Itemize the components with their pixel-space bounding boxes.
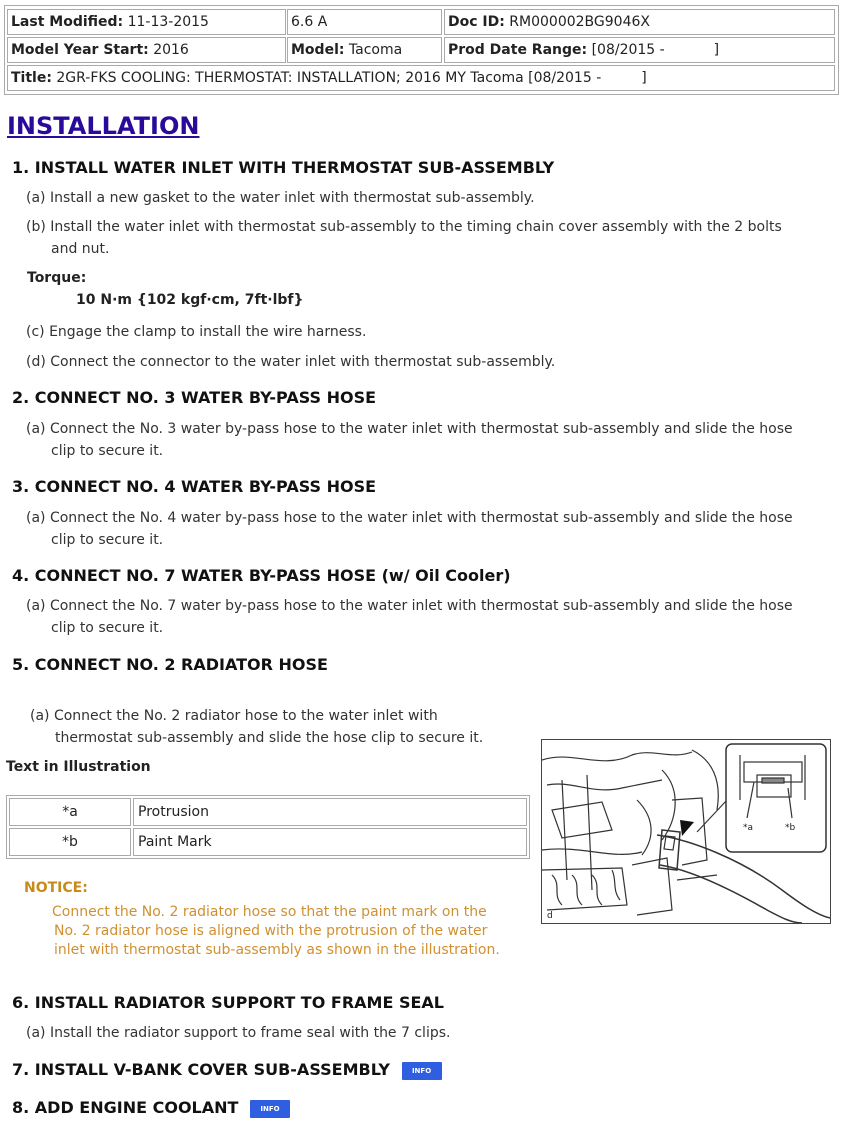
last-modified-cell (7, 9, 286, 35)
table-row (9, 798, 527, 826)
step2-heading: 2. CONNECT NO. 3 WATER BY-PASS HOSE (12, 388, 377, 407)
step7-heading (12, 1060, 442, 1080)
step4-a-line2: clip to secure it. (51, 620, 164, 636)
step6-heading: 6. INSTALL RADIATOR SUPPORT TO FRAME SEAL (12, 993, 444, 1012)
notice-label: NOTICE: (24, 880, 88, 896)
step6-a: (a) Install the radiator support to frame seal with the 7 clips. (26, 1025, 451, 1041)
prod-date-value: [08/2015 - ] (591, 42, 720, 58)
model-label: Model: (291, 42, 345, 58)
notice-text (52, 903, 532, 960)
step2-a-line2: clip to secure it. (51, 443, 164, 459)
step5-a (30, 705, 530, 749)
step5-a-line2: thermostat sub-assembly and slide the hose clip to secure it. (55, 730, 484, 746)
step1-b-line1: (b) Install the water inlet with thermostat sub-assembly to the timing chain cover assembly with the 2 bolts (26, 219, 782, 235)
model-year-label: Model Year Start: (11, 42, 149, 58)
document-header (4, 5, 839, 95)
version-cell (287, 9, 442, 35)
info-button[interactable]: INFO (402, 1062, 442, 1080)
figure-label-a: *a (743, 823, 754, 833)
step8-heading (12, 1098, 290, 1118)
last-modified-value: 11-13-2015 (127, 14, 209, 30)
title-cell (7, 65, 835, 91)
page-title[interactable]: INSTALLATION (7, 112, 200, 140)
illustration-drawing (542, 740, 830, 923)
doc-id-value: RM000002BG9046X (509, 14, 650, 30)
radiator-hose-illustration (541, 739, 831, 924)
step4-a (26, 595, 826, 639)
step5-heading: 5. CONNECT NO. 2 RADIATOR HOSE (12, 655, 328, 674)
illustration-heading: Text in Illustration (6, 759, 151, 775)
notice-line3: inlet with thermostat sub-assembly as shown in the illustration. (54, 942, 500, 958)
step1-b (26, 216, 826, 260)
step5-a-line1: (a) Connect the No. 2 radiator hose to the water inlet with (30, 708, 438, 724)
torque-label: Torque: (27, 270, 87, 286)
figure-label-b: *b (785, 823, 796, 833)
step8-heading-text: 8. ADD ENGINE COOLANT (12, 1098, 239, 1117)
title-value: 2GR-FKS COOLING: THERMOSTAT: INSTALLATION; 2016 MY Tacoma [08/2015 - ] (56, 70, 647, 86)
doc-id-label: Doc ID: (448, 14, 505, 30)
notice-line2: No. 2 radiator hose is aligned with the protrusion of the water (54, 923, 488, 939)
prod-date-label: Prod Date Range: (448, 42, 588, 58)
step4-heading: 4. CONNECT NO. 7 WATER BY-PASS HOSE (w/ Oil Cooler) (12, 566, 511, 585)
torque-value: 10 N·m {102 kgf·cm, 7ft·lbf} (76, 292, 304, 308)
illustration-key: *b (9, 828, 131, 856)
step1-a: (a) Install a new gasket to the water inlet with thermostat sub-assembly. (26, 190, 535, 206)
step3-a-line2: clip to secure it. (51, 532, 164, 548)
step3-heading: 3. CONNECT NO. 4 WATER BY-PASS HOSE (12, 477, 377, 496)
step2-a-line1: (a) Connect the No. 3 water by-pass hose to the water inlet with thermostat sub-assembly and slide the hose (26, 421, 793, 437)
title-label: Title: (11, 70, 52, 86)
illustration-table (6, 795, 530, 859)
illustration-value: Paint Mark (133, 828, 527, 856)
step3-a (26, 507, 826, 551)
step1-c: (c) Engage the clamp to install the wire harness. (26, 324, 367, 340)
step1-b-line2: and nut. (51, 241, 110, 257)
model-cell (287, 37, 442, 63)
version-value: 6.6 A (291, 14, 328, 30)
model-year-value: 2016 (153, 42, 189, 58)
doc-id-cell (444, 9, 835, 35)
last-modified-label: Last Modified: (11, 14, 124, 30)
step3-a-line1: (a) Connect the No. 4 water by-pass hose to the water inlet with thermostat sub-assembly and slide the hose (26, 510, 793, 526)
info-button[interactable]: INFO (250, 1100, 290, 1118)
step1-d: (d) Connect the connector to the water inlet with thermostat sub-assembly. (26, 354, 556, 370)
step7-heading-text: 7. INSTALL V-BANK COVER SUB-ASSEMBLY (12, 1060, 390, 1079)
notice-line1: Connect the No. 2 radiator hose so that the paint mark on the (52, 904, 487, 920)
arrow-icon (680, 820, 694, 836)
figure-corner-label: d (547, 911, 553, 921)
step1-heading: 1. INSTALL WATER INLET WITH THERMOSTAT SUB-ASSEMBLY (12, 158, 555, 177)
model-value: Tacoma (348, 42, 403, 58)
step2-a (26, 418, 826, 462)
illustration-key: *a (9, 798, 131, 826)
step4-a-line1: (a) Connect the No. 7 water by-pass hose to the water inlet with thermostat sub-assembly and slide the hose (26, 598, 793, 614)
prod-date-cell (444, 37, 835, 63)
illustration-value: Protrusion (133, 798, 527, 826)
table-row (9, 828, 527, 856)
model-year-cell (7, 37, 286, 63)
